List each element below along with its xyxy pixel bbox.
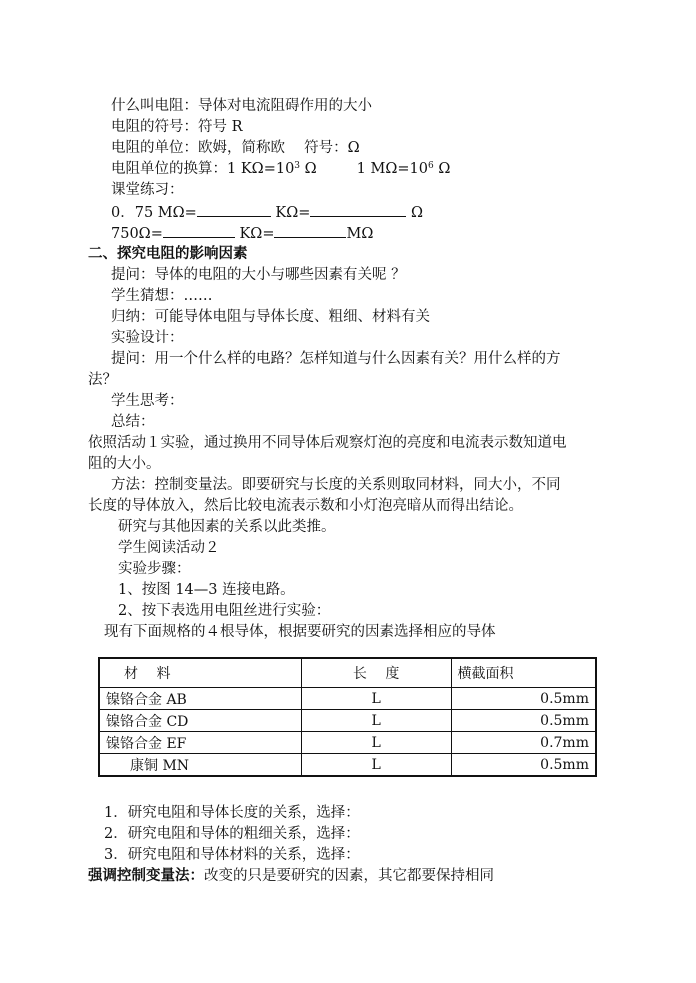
table-header-row [99, 658, 596, 688]
text-line: 实验步骤： [118, 561, 191, 577]
text-line: 实验设计： [111, 330, 184, 346]
exercise-line-2 [111, 223, 373, 244]
header-length: 长 度 [301, 658, 451, 688]
cell-material: 镍铬合金 AB [99, 688, 301, 710]
exercise-line-1 [111, 202, 423, 223]
answer-blank[interactable] [310, 202, 406, 217]
text-line: 电阻的单位：欧姆，简称欧 符号：Ω [111, 140, 360, 156]
question-item: 1．研究电阻和导体长度的关系，选择： [104, 805, 360, 821]
cell-material: 康铜 MN [99, 754, 301, 777]
text-line: 提问：用一个什么样的电路？怎样知道与什么因素有关？用什么样的方 [111, 351, 561, 367]
table-row [99, 754, 596, 777]
cell-material: 镍铬合金 EF [99, 732, 301, 754]
header-material: 材 料 [99, 658, 301, 688]
question-item: 2．研究电阻和导体的粗细关系，选择： [104, 826, 360, 842]
text-line: 现有下面规格的４根导体，根据要研究的因素选择相应的导体 [104, 624, 496, 640]
emphasis-text: 改变的只是要研究的因素，其它都要保持相同 [204, 868, 494, 884]
conductor-table [98, 657, 597, 777]
text-line: 总结： [111, 414, 155, 430]
section-heading: 二、探究电阻的影响因素 [88, 245, 248, 262]
unit: Ω [300, 161, 317, 177]
cell-area: 0.7mm [451, 732, 596, 754]
text-line: 法？ [88, 372, 117, 388]
exponent: 6 [427, 161, 434, 171]
text-line: 归纳：可能导体电阻与导体长度、粗细、材料有关 [111, 309, 430, 325]
text-line: 学生猜想：…… [111, 288, 213, 304]
text-line: 2、按下表选用电阻丝进行实验： [118, 603, 331, 619]
header-cross-section: 横截面积 [451, 658, 596, 688]
answer-blank[interactable] [197, 202, 271, 217]
answer-blank[interactable] [274, 223, 346, 238]
text-line: 提问：导体的电阻的大小与哪些因素有关呢 ？ [111, 267, 406, 283]
cell-length: L [301, 754, 451, 777]
table-row [99, 710, 596, 732]
emphasis-line [88, 866, 494, 886]
conversion-mohm: 1 MΩ=10 [356, 161, 428, 177]
cell-area: 0.5mm [451, 688, 596, 710]
text-line: 课堂练习： [111, 182, 184, 198]
cell-area: 0.5mm [451, 710, 596, 732]
text-line: 学生阅读活动２ [118, 540, 220, 556]
text-line: 什么叫电阻：导体对电流阻碍作用的大小 [111, 98, 372, 114]
table-row [99, 732, 596, 754]
text-line: 依照活动１实验，通过换用不同导体后观察灯泡的亮度和电流表示数知道电 [88, 435, 567, 451]
text-line: 方法：控制变量法。即要研究与长度的关系则取同材料，同大小，不同 [111, 477, 561, 493]
cell-material: 镍铬合金 CD [99, 710, 301, 732]
exercise-unit: KΩ= [234, 226, 275, 242]
emphasis-label: 强调控制变量法： [88, 867, 204, 884]
cell-length: L [301, 710, 451, 732]
question-item: 3．研究电阻和导体材料的关系，选择： [104, 847, 360, 863]
unit: Ω [433, 161, 451, 177]
exercise-unit: KΩ= [270, 205, 311, 221]
exercise-unit: Ω [406, 205, 424, 221]
table-row [99, 688, 596, 710]
conversion-kohm: 1 KΩ=10 [227, 161, 295, 177]
conversion-label: 电阻单位的换算： [111, 161, 227, 177]
unit-conversion-line [111, 159, 450, 179]
exercise-value: 0．75 MΩ= [111, 205, 197, 221]
exercise-value: 750Ω= [111, 226, 163, 242]
cell-area: 0.5mm [451, 754, 596, 777]
exponent: 3 [294, 161, 301, 171]
cell-length: L [301, 688, 451, 710]
exercise-unit: MΩ [346, 226, 374, 242]
text-line: 电阻的符号：符号 R [111, 119, 243, 135]
text-line: 阻的大小。 [88, 456, 161, 472]
text-line: 1、按图 14—3 连接电路。 [118, 582, 295, 598]
cell-length: L [301, 732, 451, 754]
text-line: 学生思考： [111, 393, 184, 409]
answer-blank[interactable] [163, 223, 235, 238]
text-line: 长度的导体放入，然后比较电流表示数和小灯泡亮暗从而得出结论。 [88, 498, 523, 514]
text-line: 研究与其他因素的关系以此类推。 [118, 519, 336, 535]
